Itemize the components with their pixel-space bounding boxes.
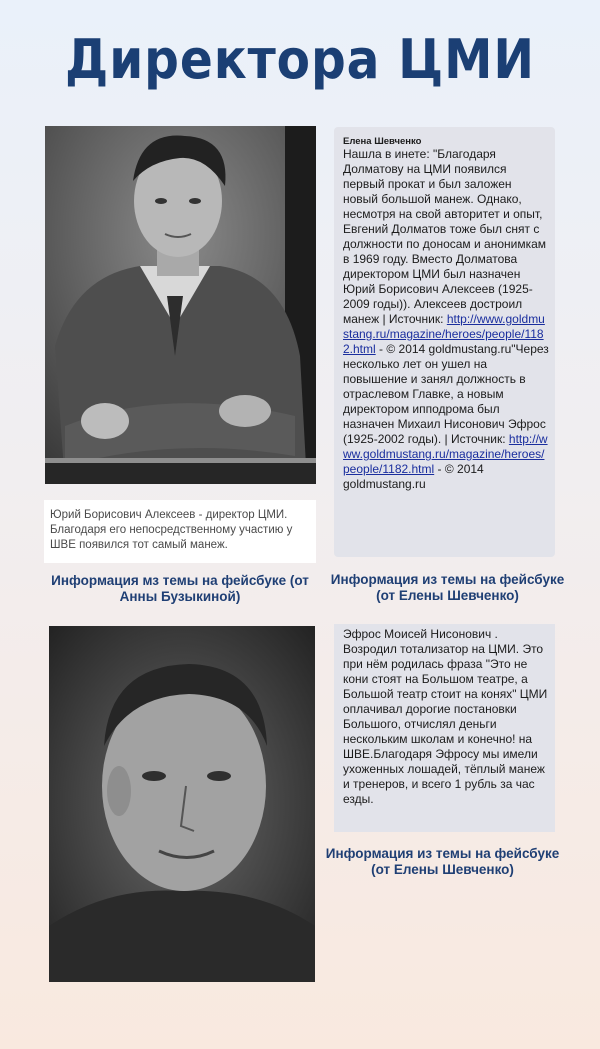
source-link-1[interactable]: http://www.goldmustang.ru/magazine/heroes/people/1182.html [343,312,545,356]
shevchenko-post [334,127,555,557]
alekseev-caption: Юрий Борисович Алексеев - директор ЦМИ. Благодаря его непосредственному участию у ШВЕ появился тот самый манеж. [44,500,316,563]
efros-post: Эфрос Моисей Нисонович . Возродил тотализатор на ЦМИ. Это при нём родилась фраза "Это не кони стоят на Большом театре, а Большой театр стоит на конях" ЦМИ оплачивал дорогие постановки Большого, отчислял деньги нескольким школам и конечно! на ШВЕ.Благодаря Эфросу мы имели ухоженных лошадей, тёплый манеж и тренеров, и всего 1 рубль за час езды. [334,624,555,832]
shevchenko-source-label: Информация из темы на фейсбуке (от Елены Шевченко) [330,572,565,603]
source-link-2[interactable]: http://www.goldmustang.ru/magazine/heroes/people/1182.html [343,432,548,476]
alekseev-portrait-photo [45,126,316,484]
post-text-part3: - © 2014 goldmustang.ru [343,462,484,491]
page-title: Директора ЦМИ [65,28,535,91]
alekseev-source-label: Информация мз темы на фейсбуке (от Анны Бузыкиной) [51,573,309,604]
post-text-part1: Нашла в инете: "Благодаря Долматову на ЦМИ появился первый прокат и был заложен новый большой манеж. Однако, несмотря на свой авторитет и опыт, Евгений Долматов тоже был снят с должности по доносам и анонимкам в 1969 году. Вместо Долматова директором ЦМИ был назначен Юрий Борисович Алексеев (1925-2009 годы)). Алексеев достроил манеж | Источник: [343,147,547,326]
efros-portrait-photo [49,626,315,982]
post-author: Елена Шевченко [343,136,422,147]
efros-source-label: Информация из темы на фейсбуке (от Елены Шевченко) [325,846,560,877]
post-text-part2: - © 2014 goldmustang.ru"Через несколько лет он ушел на повышение и занял должность в отраслевом Главке, а новым директором ипподрома был назначен Михаил Нисонович Эфрос (1925-2002 годы). | Источник: [343,342,549,446]
